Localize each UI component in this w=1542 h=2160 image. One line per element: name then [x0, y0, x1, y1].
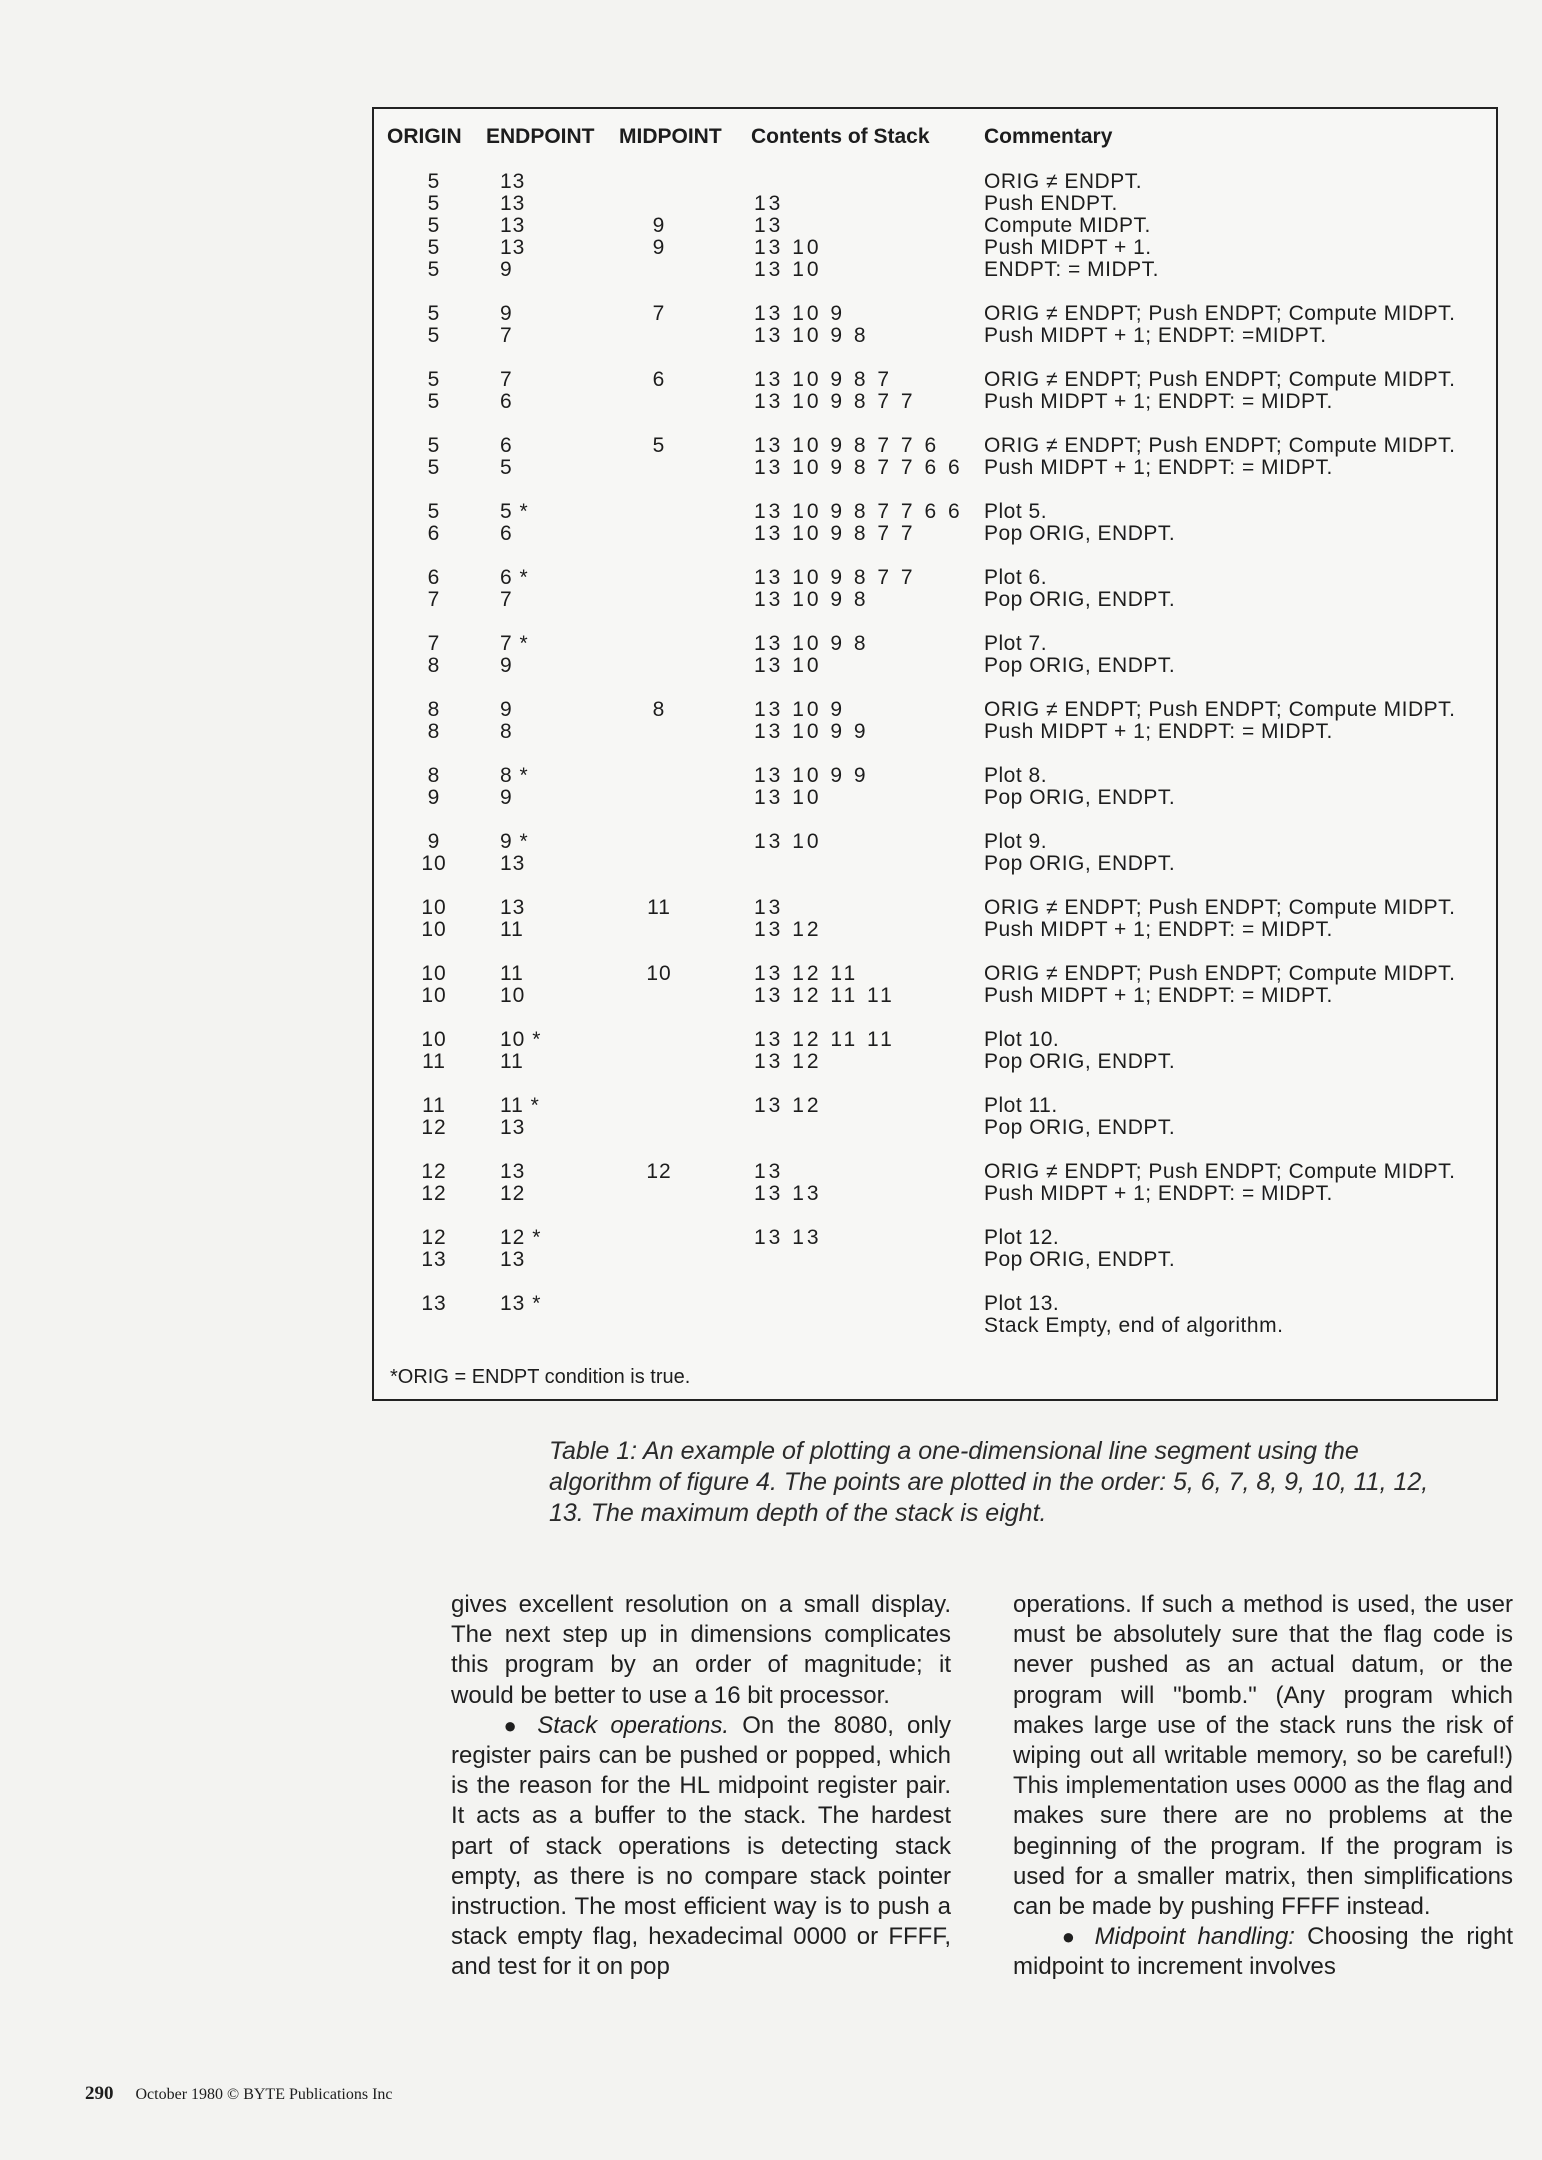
- endpoint-cell: 6 *: [500, 566, 529, 589]
- endpoint-cell: 9: [500, 698, 513, 721]
- paragraph: gives excellent resolution on a small display. The next step up in dimensions complicates this program by an order of magnitude; it would be better to use a 16 bit processor.: [451, 1591, 951, 1709]
- stack-cell: 13 13: [754, 1226, 822, 1249]
- stack-cell: 13 10 9 8 7 7 6 6: [754, 500, 963, 523]
- stack-cell: 13 10 9 8 7 7 6: [754, 434, 940, 457]
- table-row: [374, 215, 1496, 239]
- origin-cell: 13: [421, 1248, 447, 1271]
- origin-cell: 5: [427, 434, 441, 457]
- table-row: [374, 1183, 1496, 1207]
- midpoint-cell: 6: [652, 368, 666, 391]
- stack-cell: 13 10: [754, 786, 822, 809]
- commentary-cell: Pop ORIG, ENDPT.: [984, 654, 1176, 677]
- endpoint-cell: 9: [500, 258, 513, 281]
- stack-cell: 13: [754, 214, 784, 237]
- stack-cell: 13 10 9 8 7 7: [754, 522, 916, 545]
- origin-cell: 5: [427, 390, 441, 413]
- origin-cell: 5: [427, 170, 441, 193]
- commentary-cell: ORIG ≠ ENDPT; Push ENDPT; Compute MIDPT.: [984, 962, 1456, 985]
- commentary-cell: Plot 11.: [984, 1094, 1058, 1117]
- table-row: [374, 325, 1496, 349]
- commentary-cell: Pop ORIG, ENDPT.: [984, 1248, 1176, 1271]
- table-row: [374, 567, 1496, 591]
- stack-cell: 13 10 9 9: [754, 764, 869, 787]
- origin-cell: 8: [427, 698, 441, 721]
- midpoint-cell: 10: [646, 962, 672, 985]
- origin-cell: 5: [427, 192, 441, 215]
- section-heading-stack: Stack operations.: [537, 1711, 730, 1739]
- table-row: [374, 1117, 1496, 1141]
- endpoint-cell: 8 *: [500, 764, 529, 787]
- midpoint-cell: 9: [652, 214, 666, 237]
- paragraph: operations. If such a method is used, the user must be absolutely sure that the flag code is never pushed as an actual datum, or the program will "bomb." (Any program which makes large use of the stack runs the risk of wiping out all writable memory, so be careful!) This implementation uses 0000 as the flag and makes sure there are no problems at the beginning of the program. If the program is used for a smaller matrix, then simplifications can be made by pushing FFFF instead.: [1013, 1591, 1513, 1921]
- stack-cell: 13 12: [754, 918, 822, 941]
- table-caption: Table 1: An example of plotting a one-dimensional line segment using the algorithm of figure 4. The points are plotted in the order: 5, 6, 7, 8, 9, 10, 11, 12, 13. The maximum depth of the stack is eight.: [549, 1437, 1429, 1527]
- table-row: [374, 171, 1496, 195]
- commentary-cell: Push MIDPT + 1; ENDPT: = MIDPT.: [984, 456, 1333, 479]
- midpoint-cell: 12: [646, 1160, 672, 1183]
- stack-cell: 13 10: [754, 830, 822, 853]
- endpoint-cell: 5: [500, 456, 513, 479]
- origin-cell: 12: [421, 1182, 447, 1205]
- body-column-left: [451, 1590, 951, 1983]
- origin-cell: 12: [421, 1116, 447, 1139]
- commentary-cell: Pop ORIG, ENDPT.: [984, 1116, 1176, 1139]
- commentary-cell: Pop ORIG, ENDPT.: [984, 522, 1176, 545]
- origin-cell: 12: [421, 1226, 447, 1249]
- origin-cell: 12: [421, 1160, 447, 1183]
- commentary-cell: Push MIDPT + 1; ENDPT: = MIDPT.: [984, 720, 1333, 743]
- midpoint-cell: 9: [652, 236, 666, 259]
- endpoint-cell: 13: [500, 896, 526, 919]
- stack-cell: 13 10 9 8: [754, 324, 869, 347]
- body-column-right: [1013, 1590, 1513, 1983]
- endpoint-cell: 6: [500, 522, 513, 545]
- table-row: [374, 1095, 1496, 1119]
- stack-cell: 13 12: [754, 1094, 822, 1117]
- commentary-cell: Plot 6.: [984, 566, 1048, 589]
- table-row: [374, 919, 1496, 943]
- midpoint-cell: 7: [652, 302, 666, 325]
- commentary-cell: ORIG ≠ ENDPT; Push ENDPT; Compute MIDPT.: [984, 434, 1456, 457]
- endpoint-cell: 13: [500, 214, 526, 237]
- table-row: [374, 985, 1496, 1009]
- table-row: [374, 523, 1496, 547]
- header-origin: ORIGIN: [387, 125, 462, 148]
- origin-cell: 5: [427, 368, 441, 391]
- endpoint-cell: 13: [500, 170, 526, 193]
- origin-cell: 5: [427, 456, 441, 479]
- stack-cell: 13 10 9: [754, 698, 846, 721]
- table-row: [374, 853, 1496, 877]
- endpoint-cell: 7: [500, 588, 513, 611]
- stack-cell: 13: [754, 1160, 784, 1183]
- table-row: [374, 721, 1496, 745]
- endpoint-cell: 9: [500, 786, 513, 809]
- endpoint-cell: 9: [500, 302, 513, 325]
- endpoint-cell: 7: [500, 324, 513, 347]
- header-endpoint: ENDPOINT: [486, 125, 595, 148]
- bullet-icon: ●: [1061, 1924, 1081, 1950]
- midpoint-cell: 5: [652, 434, 666, 457]
- endpoint-cell: 5 *: [500, 500, 529, 523]
- stack-cell: 13 12 11 11: [754, 1028, 895, 1051]
- commentary-cell: Push MIDPT + 1; ENDPT: = MIDPT.: [984, 1182, 1333, 1205]
- header-midpoint: MIDPOINT: [619, 125, 722, 148]
- endpoint-cell: 10: [500, 984, 526, 1007]
- commentary-cell: Pop ORIG, ENDPT.: [984, 1050, 1176, 1073]
- endpoint-cell: 13: [500, 192, 526, 215]
- commentary-cell: Plot 9.: [984, 830, 1048, 853]
- endpoint-cell: 9 *: [500, 830, 529, 853]
- origin-cell: 10: [421, 984, 447, 1007]
- origin-cell: 8: [427, 720, 441, 743]
- commentary-cell: Compute MIDPT.: [984, 214, 1151, 237]
- table-row: [374, 193, 1496, 217]
- stack-cell: 13 13: [754, 1182, 822, 1205]
- commentary-cell: Plot 7.: [984, 632, 1048, 655]
- table-row: [374, 633, 1496, 657]
- commentary-cell: ORIG ≠ ENDPT; Push ENDPT; Compute MIDPT.: [984, 896, 1456, 919]
- origin-cell: 8: [427, 654, 441, 677]
- stack-cell: 13 10 9 8: [754, 588, 869, 611]
- endpoint-cell: 6: [500, 390, 513, 413]
- origin-cell: 7: [427, 588, 441, 611]
- origin-cell: 7: [427, 632, 441, 655]
- table-row: [374, 259, 1496, 283]
- commentary-cell: Push MIDPT + 1; ENDPT: = MIDPT.: [984, 984, 1333, 1007]
- table-row: [374, 589, 1496, 613]
- stack-cell: 13 12 11 11: [754, 984, 895, 1007]
- table-row: [374, 1051, 1496, 1075]
- endpoint-cell: 8: [500, 720, 513, 743]
- origin-cell: 5: [427, 236, 441, 259]
- endpoint-cell: 11: [500, 918, 524, 941]
- endpoint-cell: 13 *: [500, 1292, 542, 1315]
- commentary-cell: ENDPT: = MIDPT.: [984, 258, 1159, 281]
- endpoint-cell: 7 *: [500, 632, 529, 655]
- stack-cell: 13: [754, 192, 784, 215]
- stack-cell: 13 10 9 8 7 7: [754, 566, 916, 589]
- commentary-cell: Push MIDPT + 1; ENDPT: = MIDPT.: [984, 918, 1333, 941]
- stack-cell: 13 10 9: [754, 302, 846, 325]
- commentary-cell: Push MIDPT + 1; ENDPT: = MIDPT.: [984, 390, 1333, 413]
- endpoint-cell: 11 *: [500, 1094, 540, 1117]
- origin-cell: 10: [421, 852, 447, 875]
- origin-cell: 5: [427, 500, 441, 523]
- header-commentary: Commentary: [984, 125, 1113, 148]
- origin-cell: 6: [427, 522, 441, 545]
- origin-cell: 10: [421, 1028, 447, 1051]
- table-row: [374, 1315, 1496, 1339]
- table-footnote: *ORIG = ENDPT condition is true.: [390, 1366, 691, 1388]
- commentary-cell: Pop ORIG, ENDPT.: [984, 588, 1176, 611]
- origin-cell: 11: [422, 1050, 446, 1073]
- commentary-cell: ORIG ≠ ENDPT; Push ENDPT; Compute MIDPT.: [984, 698, 1456, 721]
- endpoint-cell: 11: [500, 962, 524, 985]
- commentary-cell: ORIG ≠ ENDPT.: [984, 170, 1143, 193]
- paragraph: Choosing the right midpoint to increment involves: [1013, 1923, 1514, 1981]
- origin-cell: 8: [427, 764, 441, 787]
- footer-credit: October 1980 © BYTE Publications Inc: [135, 2086, 393, 2103]
- endpoint-cell: 13: [500, 1248, 526, 1271]
- origin-cell: 9: [427, 830, 441, 853]
- origin-cell: 10: [421, 962, 447, 985]
- origin-cell: 11: [422, 1094, 446, 1117]
- table-row: [374, 1029, 1496, 1053]
- endpoint-cell: 13: [500, 1116, 526, 1139]
- table-row: [374, 391, 1496, 415]
- stack-cell: 13: [754, 896, 784, 919]
- table-row: [374, 787, 1496, 811]
- table-row: [374, 765, 1496, 789]
- commentary-cell: Plot 10.: [984, 1028, 1060, 1051]
- endpoint-cell: 13: [500, 236, 526, 259]
- table-row: [374, 303, 1496, 327]
- table-row: [374, 1293, 1496, 1317]
- paragraph: On the 8080, only register pairs can be pushed or popped, which is the reason for the HL midpoint register pair. It acts as a buffer to the stack. The hardest part of stack operations is detecting stack empty, as there is no compare stack pointer instruction. The most efficient way is to push a stack empty flag, hexadecimal 0000 or FFFF, and test for it on pop: [451, 1711, 952, 1981]
- table-row: [374, 1227, 1496, 1251]
- endpoint-cell: 12 *: [500, 1226, 542, 1249]
- origin-cell: 9: [427, 786, 441, 809]
- endpoint-cell: 13: [500, 852, 526, 875]
- midpoint-cell: 11: [647, 896, 671, 919]
- table-row: [374, 237, 1496, 261]
- origin-cell: 10: [421, 896, 447, 919]
- stack-cell: 13 12: [754, 1050, 822, 1073]
- table-row: [374, 1249, 1496, 1273]
- origin-cell: 6: [427, 566, 441, 589]
- commentary-cell: Push ENDPT.: [984, 192, 1118, 215]
- stack-cell: 13 10: [754, 654, 822, 677]
- endpoint-cell: 7: [500, 368, 513, 391]
- algorithm-table: [372, 107, 1498, 1401]
- stack-cell: 13 10 9 8 7 7 6 6: [754, 456, 963, 479]
- midpoint-cell: 8: [652, 698, 666, 721]
- table-row: [374, 655, 1496, 679]
- header-stack: Contents of Stack: [751, 125, 930, 148]
- page-footer: [85, 2083, 393, 2105]
- endpoint-cell: 9: [500, 654, 513, 677]
- stack-cell: 13 12 11: [754, 962, 859, 985]
- section-heading-midpoint: Midpoint handling:: [1094, 1923, 1295, 1951]
- commentary-cell: Plot 8.: [984, 764, 1048, 787]
- commentary-cell: Stack Empty, end of algorithm.: [984, 1314, 1284, 1337]
- origin-cell: 5: [427, 258, 441, 281]
- origin-cell: 5: [427, 302, 441, 325]
- stack-cell: 13 10 9 9: [754, 720, 869, 743]
- stack-cell: 13 10: [754, 236, 822, 259]
- table-row: [374, 457, 1496, 481]
- commentary-cell: ORIG ≠ ENDPT; Push ENDPT; Compute MIDPT.: [984, 1160, 1456, 1183]
- stack-cell: 13 10: [754, 258, 822, 281]
- origin-cell: 10: [421, 918, 447, 941]
- commentary-cell: Push MIDPT + 1.: [984, 236, 1152, 259]
- origin-cell: 13: [421, 1292, 447, 1315]
- table-row: [374, 501, 1496, 525]
- table-row: [374, 831, 1496, 855]
- commentary-cell: Pop ORIG, ENDPT.: [984, 786, 1176, 809]
- origin-cell: 5: [427, 214, 441, 237]
- origin-cell: 5: [427, 324, 441, 347]
- endpoint-cell: 11: [500, 1050, 524, 1073]
- endpoint-cell: 10 *: [500, 1028, 542, 1051]
- commentary-cell: Plot 5.: [984, 500, 1048, 523]
- stack-cell: 13 10 9 8: [754, 632, 869, 655]
- stack-cell: 13 10 9 8 7 7: [754, 390, 916, 413]
- page-number: 290: [85, 2083, 114, 2104]
- commentary-cell: Pop ORIG, ENDPT.: [984, 852, 1176, 875]
- commentary-cell: ORIG ≠ ENDPT; Push ENDPT; Compute MIDPT.: [984, 368, 1456, 391]
- commentary-cell: ORIG ≠ ENDPT; Push ENDPT; Compute MIDPT.: [984, 302, 1456, 325]
- commentary-cell: Plot 12.: [984, 1226, 1060, 1249]
- endpoint-cell: 13: [500, 1160, 526, 1183]
- commentary-cell: Push MIDPT + 1; ENDPT: =MIDPT.: [984, 324, 1327, 347]
- endpoint-cell: 12: [500, 1182, 526, 1205]
- stack-cell: 13 10 9 8 7: [754, 368, 893, 391]
- commentary-cell: Plot 13.: [984, 1292, 1060, 1315]
- endpoint-cell: 6: [500, 434, 513, 457]
- bullet-icon: ●: [503, 1712, 524, 1738]
